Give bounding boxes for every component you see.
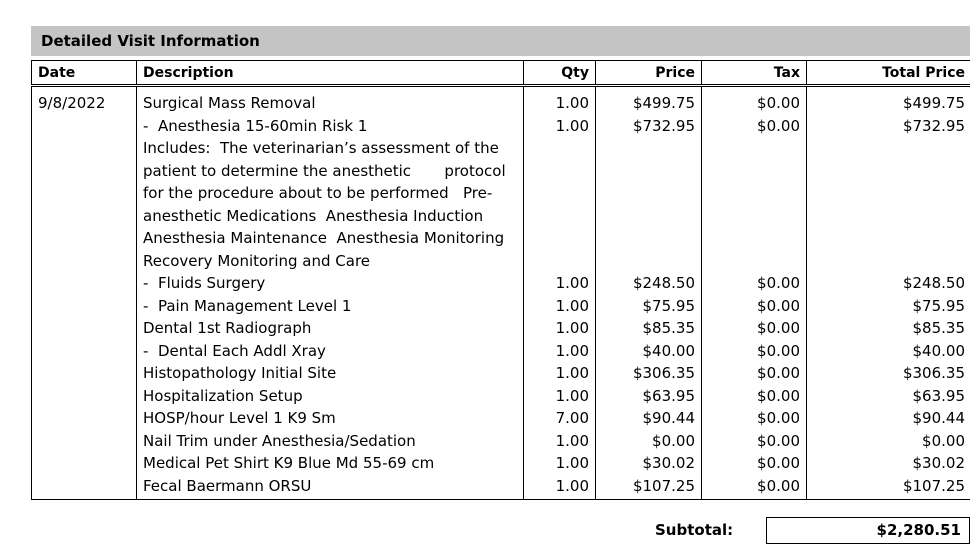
price-column xyxy=(596,86,702,500)
line-tax xyxy=(708,250,800,273)
line-qty: 1.00 xyxy=(555,476,589,495)
line-description: Recovery Monitoring and Care xyxy=(143,251,371,270)
line-qty xyxy=(530,182,589,205)
line-qty: 1.00 xyxy=(555,296,589,315)
line-tax: $0.00 xyxy=(757,386,800,405)
line-total-price: $499.75 xyxy=(902,94,965,112)
line-price xyxy=(602,250,695,273)
line-description: Surgical Mass Removal xyxy=(143,94,316,112)
line-price: $248.50 xyxy=(632,274,695,292)
line-tax: $0.00 xyxy=(757,454,800,472)
line-price: $499.75 xyxy=(632,94,695,112)
line-price: $0.00 xyxy=(652,431,695,450)
line-total-price xyxy=(813,205,965,228)
line-qty xyxy=(530,205,589,228)
line-tax: $0.00 xyxy=(757,341,800,360)
date-cell xyxy=(32,86,137,500)
line-total-price: $75.95 xyxy=(912,296,965,315)
column-header-description: Description xyxy=(137,61,524,86)
column-header-tax: Tax xyxy=(702,61,807,86)
line-description: Dental 1st Radiograph xyxy=(143,319,312,337)
line-price: $732.95 xyxy=(632,116,695,135)
line-total-price: $107.25 xyxy=(902,476,965,495)
line-price: $30.02 xyxy=(642,454,695,472)
line-qty xyxy=(530,137,589,160)
line-tax: $0.00 xyxy=(757,94,800,112)
line-price: $75.95 xyxy=(642,296,695,315)
line-qty xyxy=(530,160,589,183)
line-price xyxy=(602,137,695,160)
line-tax: $0.00 xyxy=(757,274,800,292)
table-header-row xyxy=(32,61,970,86)
line-total-price xyxy=(813,137,965,160)
tax-column xyxy=(702,86,807,500)
line-description: - Fluids Surgery xyxy=(143,274,266,292)
line-tax xyxy=(708,137,800,160)
line-qty: 1.00 xyxy=(555,116,589,135)
line-tax xyxy=(708,227,800,250)
line-description: - Dental Each Addl Xray xyxy=(143,341,326,360)
line-price xyxy=(602,227,695,250)
line-qty xyxy=(530,227,589,250)
line-total-price: $40.00 xyxy=(912,341,965,360)
line-qty: 1.00 xyxy=(555,319,589,337)
line-tax xyxy=(708,205,800,228)
line-description: - Anesthesia 15-60min Risk 1 xyxy=(143,116,368,135)
line-total-price xyxy=(813,160,965,183)
line-total-price: $90.44 xyxy=(912,409,965,427)
total-price-column xyxy=(807,86,970,500)
column-header-date: Date xyxy=(32,61,137,86)
line-description: for the procedure about to be performed Pre- xyxy=(143,184,493,202)
line-qty: 1.00 xyxy=(555,431,589,450)
line-description: HOSP/hour Level 1 K9 Sm xyxy=(143,409,336,427)
line-price xyxy=(602,182,695,205)
line-tax: $0.00 xyxy=(757,431,800,450)
line-total-price: $85.35 xyxy=(912,319,965,337)
line-total-price xyxy=(813,182,965,205)
line-description: Medical Pet Shirt K9 Blue Md 55-69 cm xyxy=(143,454,435,472)
qty-column xyxy=(524,86,596,500)
line-total-price: $306.35 xyxy=(902,364,965,382)
line-description: Includes: The veterinarian’s assessment of the xyxy=(143,139,499,157)
line-description: Histopathology Initial Site xyxy=(143,364,337,382)
line-price xyxy=(602,160,695,183)
line-qty: 1.00 xyxy=(555,274,589,292)
subtotal-label: Subtotal: xyxy=(655,521,734,539)
line-description: Hospitalization Setup xyxy=(143,386,303,405)
line-tax: $0.00 xyxy=(757,296,800,315)
line-tax: $0.00 xyxy=(757,409,800,427)
visit-items-table xyxy=(31,60,970,500)
line-description: patient to determine the anesthetic protocol xyxy=(143,161,506,180)
line-description: Anesthesia Maintenance Anesthesia Monitoring xyxy=(143,229,505,247)
line-qty: 1.00 xyxy=(555,341,589,360)
line-qty: 1.00 xyxy=(555,364,589,382)
line-qty: 1.00 xyxy=(555,386,589,405)
line-total-price: $732.95 xyxy=(902,116,965,135)
visit-date: 9/8/2022 xyxy=(38,94,106,112)
line-total-price: $0.00 xyxy=(922,431,965,450)
line-price: $40.00 xyxy=(642,341,695,360)
line-tax xyxy=(708,182,800,205)
line-price: $107.25 xyxy=(632,476,695,495)
line-price: $85.35 xyxy=(642,319,695,337)
line-tax: $0.00 xyxy=(757,364,800,382)
column-header-qty: Qty xyxy=(524,61,596,86)
line-price: $63.95 xyxy=(642,386,695,405)
line-total-price xyxy=(813,250,965,273)
line-total-price: $248.50 xyxy=(902,274,965,292)
line-price: $306.35 xyxy=(632,364,695,382)
line-description: Nail Trim under Anesthesia/Sedation xyxy=(143,431,416,450)
column-header-price: Price xyxy=(596,61,702,86)
column-header-total-price: Total Price xyxy=(807,61,970,86)
table-row xyxy=(32,86,970,500)
line-tax: $0.00 xyxy=(757,116,800,135)
line-tax: $0.00 xyxy=(757,319,800,337)
line-description: anesthetic Medications Anesthesia Induction xyxy=(143,206,484,225)
line-total-price: $30.02 xyxy=(912,454,965,472)
line-total-price xyxy=(813,227,965,250)
line-description: - Pain Management Level 1 xyxy=(143,296,352,315)
line-qty xyxy=(530,250,589,273)
line-qty: 1.00 xyxy=(555,454,589,472)
section-title: Detailed Visit Information xyxy=(31,26,970,56)
line-qty: 7.00 xyxy=(555,409,589,427)
line-qty: 1.00 xyxy=(555,94,589,112)
line-tax: $0.00 xyxy=(757,476,800,495)
line-description: Fecal Baermann ORSU xyxy=(143,476,312,495)
line-price: $90.44 xyxy=(642,409,695,427)
subtotal-value: $2,280.51 xyxy=(766,517,970,544)
line-price xyxy=(602,205,695,228)
line-tax xyxy=(708,160,800,183)
line-total-price: $63.95 xyxy=(912,386,965,405)
description-column xyxy=(137,86,524,500)
